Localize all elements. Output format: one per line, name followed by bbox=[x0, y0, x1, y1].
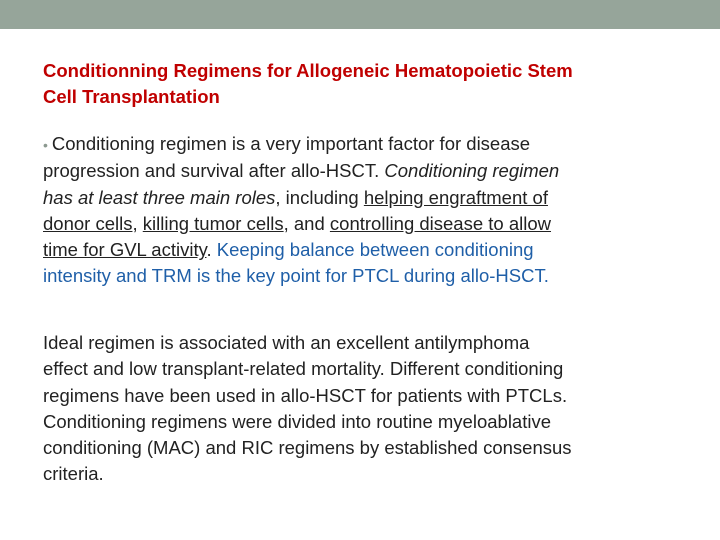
paragraph-line bbox=[43, 185, 703, 211]
underlined-text-run: helping engraftment of bbox=[363, 186, 548, 208]
highlighted-text-run: Keeping balance between conditioning bbox=[216, 239, 534, 261]
slide-title-line-1: Conditionning Regimens for Allogeneic Hematopoietic Stem bbox=[43, 60, 573, 81]
underlined-text-run: donor cells bbox=[43, 212, 133, 234]
text-run: , including bbox=[275, 186, 364, 208]
paragraph-line: regimens have been used in allo‑HSCT for patients with PTCLs. bbox=[43, 384, 568, 406]
paragraph-line: effect and low transplant‑related mortality. Different conditioning bbox=[43, 358, 564, 380]
paragraph-line: Conditioning regimens were divided into routine myeloablative bbox=[43, 410, 552, 432]
text-run: progression and survival after allo‑HSCT. bbox=[43, 160, 385, 182]
paragraph-line: Ideal regimen is associated with an excellent antilymphoma bbox=[43, 332, 530, 353]
highlighted-text-run: intensity and TRM is the key point for PTCL during allo‑HSCT. bbox=[43, 265, 549, 287]
bullet-paragraph bbox=[43, 131, 703, 290]
top-accent-bar bbox=[0, 0, 720, 29]
text-run: . bbox=[206, 239, 217, 261]
underlined-text-run: controlling disease to allow bbox=[329, 212, 552, 234]
paragraph-line bbox=[43, 131, 703, 158]
paragraph-line: conditioning (MAC) and RIC regimens by established consensus bbox=[43, 437, 572, 459]
text-run: , and bbox=[283, 212, 330, 234]
underlined-text-run: time for GVL activity bbox=[43, 239, 207, 261]
paragraph-line bbox=[43, 237, 703, 263]
text-run: , bbox=[132, 212, 143, 234]
slide-title-line-2: Cell Transplantation bbox=[43, 86, 220, 107]
slide-title bbox=[43, 58, 693, 110]
body-paragraph bbox=[43, 330, 703, 488]
italic-text-run: has at least three main roles bbox=[43, 186, 276, 208]
italic-text-run: Conditioning regimen bbox=[384, 160, 560, 182]
bullet-icon: • bbox=[43, 137, 48, 153]
text-run: Conditioning regimen is a very important factor for disease bbox=[51, 133, 531, 154]
paragraph-line: criteria. bbox=[43, 463, 104, 485]
paragraph-line bbox=[43, 211, 703, 237]
paragraph-line bbox=[43, 158, 703, 184]
underlined-text-run: killing tumor cells bbox=[142, 212, 284, 234]
